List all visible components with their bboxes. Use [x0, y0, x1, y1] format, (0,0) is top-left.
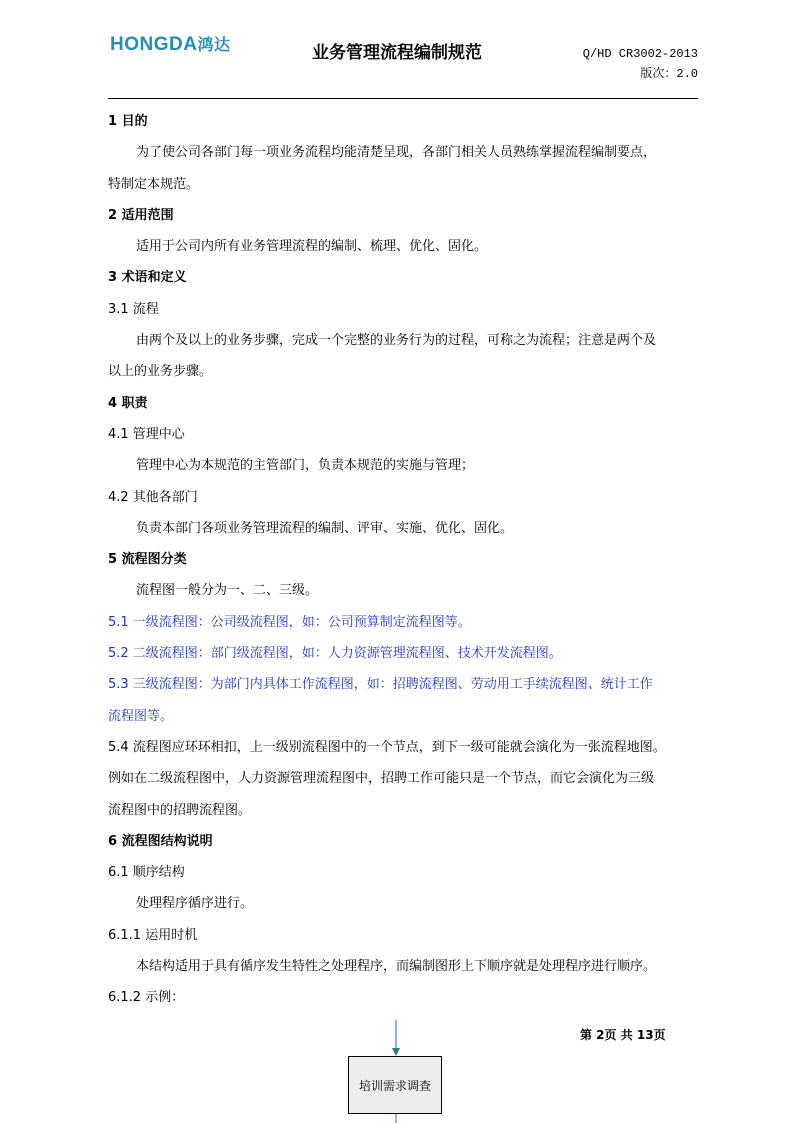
- highlighted-item: 5.1 一级流程图：公司级流程图，如：公司预算制定流程图等。: [108, 614, 471, 630]
- paragraph: 本结构适用于具有循序发生特性之处理程序，而编制图形上下顺序就是处理程序进行顺序。: [136, 959, 657, 975]
- subsection-heading: 6.1.1 运用时机: [108, 927, 198, 943]
- paragraph: 负责本部门各项业务管理流程的编制、评审、实施、优化、固化。: [136, 520, 514, 536]
- section-heading: 4 职责: [108, 395, 148, 411]
- paragraph: 为了使公司各部门每一项业务流程均能清楚呈现，各部门相关人员熟练掌握流程编制要点，: [136, 145, 657, 161]
- paragraph: 特制定本规范。: [108, 176, 200, 192]
- highlighted-item: 流程图等。: [108, 708, 174, 724]
- section-heading: 2 适用范围: [108, 207, 174, 223]
- section-heading: 1 目的: [108, 114, 148, 129]
- flow-arrow-head: [392, 1048, 400, 1056]
- paragraph: 由两个及以上的业务步骤，完成一个完整的业务行为的过程，可称之为流程；注意是两个及: [136, 333, 657, 349]
- section-heading: 3 术语和定义: [108, 270, 187, 286]
- paragraph: 处理程序循序进行。: [136, 896, 254, 912]
- document-body: [108, 106, 700, 1014]
- subsection-heading: 3.1 流程: [108, 301, 159, 317]
- paragraph: 5.4 流程图应环环相扣，上一级别流程图中的一个节点，到下一级可能就会演化为一张流程地图。: [108, 739, 666, 755]
- version-label: 版次：2.0: [640, 67, 698, 81]
- section-heading: 5 流程图分类: [108, 552, 187, 568]
- highlighted-item: 5.3 三级流程图：为部门内具体工作流程图，如：招聘流程图、劳动用工手续流程图、统计工作: [108, 677, 653, 693]
- document-number: Q/HD CR3002-2013: [582, 47, 698, 61]
- paragraph: 例如在二级流程图中，人力资源管理流程图中，招聘工作可能只是一个节点，而它会演化为三级: [108, 771, 655, 787]
- page-title: 业务管理流程编制规范: [312, 43, 482, 63]
- logo-text: HONGDA鸿达: [110, 34, 231, 55]
- subsection-heading: 4.1 管理中心: [108, 426, 185, 442]
- flowchart-box-training-survey: [348, 1056, 442, 1114]
- paragraph: 流程图一般分为一、二、三级。: [136, 583, 319, 599]
- document-number-block: [583, 44, 698, 84]
- section-heading: 6 流程图结构说明: [108, 833, 213, 849]
- header-divider: [108, 98, 698, 99]
- paragraph: 以上的业务步骤。: [108, 364, 213, 380]
- subsection-heading: 4.2 其他各部门: [108, 489, 198, 505]
- subsection-heading: 6.1 顺序结构: [108, 865, 185, 881]
- paragraph: 适用于公司内所有业务管理流程的编制、梳理、优化、固化。: [136, 239, 488, 255]
- page-number: 第 2页 共 13页: [580, 1028, 666, 1042]
- subsection-heading: 6.1.2 示例：: [108, 990, 185, 1006]
- paragraph: 管理中心为本规范的主管部门，负责本规范的实施与管理；: [136, 458, 475, 474]
- flowchart-box-label: 培训需求调查: [358, 1078, 431, 1093]
- highlighted-item: 5.2 二级流程图：部门级流程图，如：人力资源管理流程图、技术开发流程图。: [108, 646, 562, 662]
- paragraph: 流程图中的招聘流程图。: [108, 802, 252, 818]
